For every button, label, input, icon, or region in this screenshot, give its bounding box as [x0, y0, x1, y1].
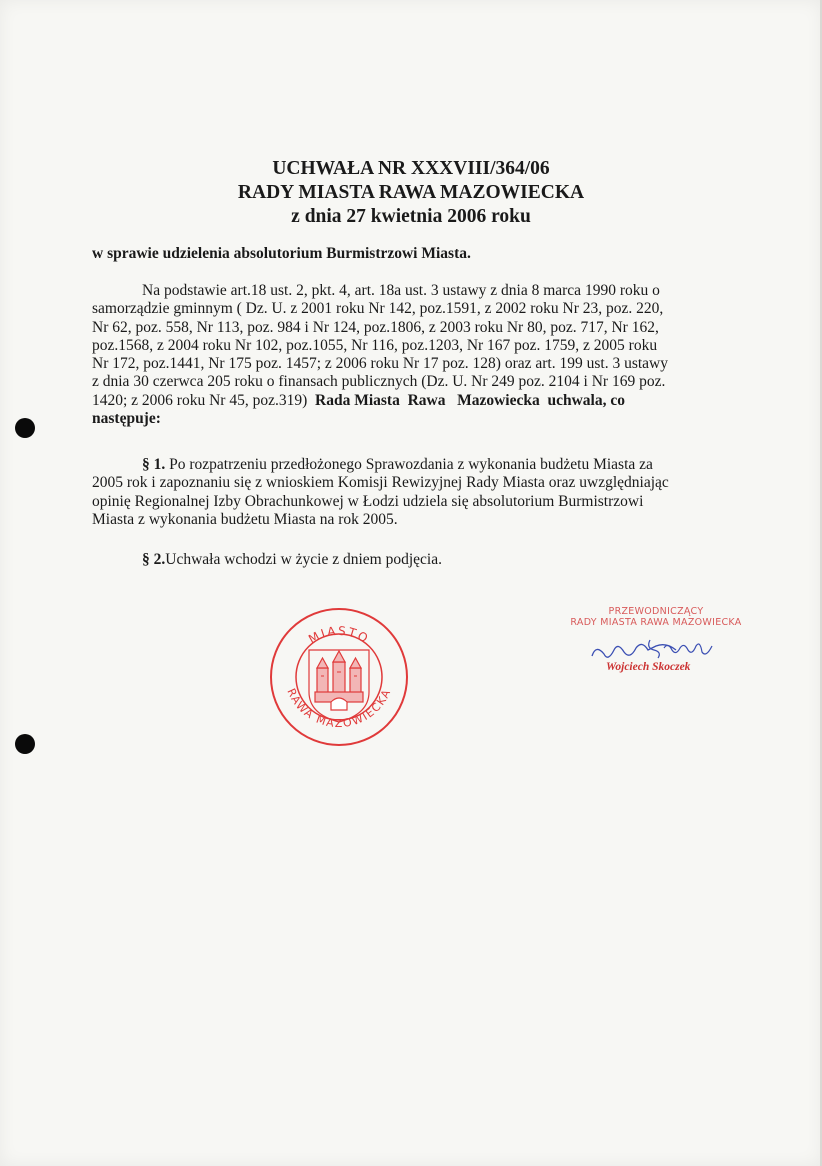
section-line: Miasta z wykonania budżetu Miasta na rok 2005. [92, 510, 398, 528]
section-marker: § 2. [142, 551, 166, 568]
punch-hole-bottom [15, 734, 35, 754]
signature-title-line2: RADY MIASTA RAWA MAZOWIECKA [570, 617, 742, 628]
preamble-line: Nr 62, poz. 558, Nr 113, poz. 984 i Nr 124, poz.1806, z 2003 roku Nr 80, poz. 717, Nr 162, [92, 318, 659, 336]
section-line: opinię Regionalnej Izby Obrachunkowej w Łodzi udziela się absolutorium Burmistrzowi [92, 492, 644, 510]
title-line-number: UCHWAŁA NR XXXVIII/364/06 [272, 158, 550, 179]
resolution-title [0, 157, 822, 229]
preamble-line: następuje: [92, 410, 161, 428]
section-marker: § 1. [142, 456, 166, 473]
punch-hole-top [15, 418, 35, 438]
city-seal-stamp [268, 606, 410, 748]
signature-title-line1: PRZEWODNICZĄCY [608, 606, 704, 617]
chairman-signature-block [556, 606, 756, 673]
preamble-paragraph [92, 282, 724, 428]
preamble-line: Na podstawie art.18 ust. 2, pkt. 4, art. 18a ust. 3 ustawy z dnia 8 marca 1990 roku o [142, 282, 660, 299]
preamble-line: samorządzie gminnym ( Dz. U. z 2001 roku Nr 142, poz.1591, z 2002 roku Nr 23, poz. 220, [92, 300, 664, 318]
preamble-line: 1420; z 2006 roku Nr 45, poz.319) Rada Miasta Rawa Mazowiecka uchwala, co [92, 391, 625, 409]
section-line: 2005 rok i zapoznaniu się z wnioskiem Komisji Rewizyjnej Rady Miasta oraz uwzględniając [92, 474, 669, 492]
seal-top-text: MIASTO [306, 623, 372, 647]
section-1 [92, 456, 724, 529]
seal-bottom-text: RAWA MAZOWIECKA [284, 686, 394, 731]
council-resolves: Rada Miasta Rawa Mazowiecka uchwala, co [315, 391, 625, 409]
section-2 [92, 551, 724, 569]
resolution-subject: w sprawie udzielenia absolutorium Burmistrzowi Miasta. [92, 245, 471, 262]
preamble-line: z dnia 30 czerwca 205 roku o finansach publicznych (Dz. U. Nr 249 poz. 2104 i Nr 169 poz. [92, 373, 666, 391]
preamble-line: poz.1568, z 2004 roku Nr 102, poz.1055, Nr 116, poz.1203, Nr 167 poz. 1759, z 2005 roku [92, 336, 658, 354]
section-line: § 2.Uchwała wchodzi w życie z dniem podjęcia. [142, 551, 442, 568]
chairman-name: Wojciech Skoczek [606, 661, 691, 673]
title-line-council: RADY MIASTA RAWA MAZOWIECKA [237, 182, 585, 203]
coat-of-arms-icon [309, 650, 369, 722]
section-line: § 1. Po rozpatrzeniu przedłożonego Sprawozdania z wykonania budżetu Miasta za [142, 456, 653, 473]
title-line-date: z dnia 27 kwietnia 2006 roku [291, 206, 531, 227]
preamble-line: Nr 172, poz.1441, Nr 175 poz. 1457; z 2006 roku Nr 17 poz. 128) oraz art. 199 ust. 3 ustawy [92, 355, 668, 373]
